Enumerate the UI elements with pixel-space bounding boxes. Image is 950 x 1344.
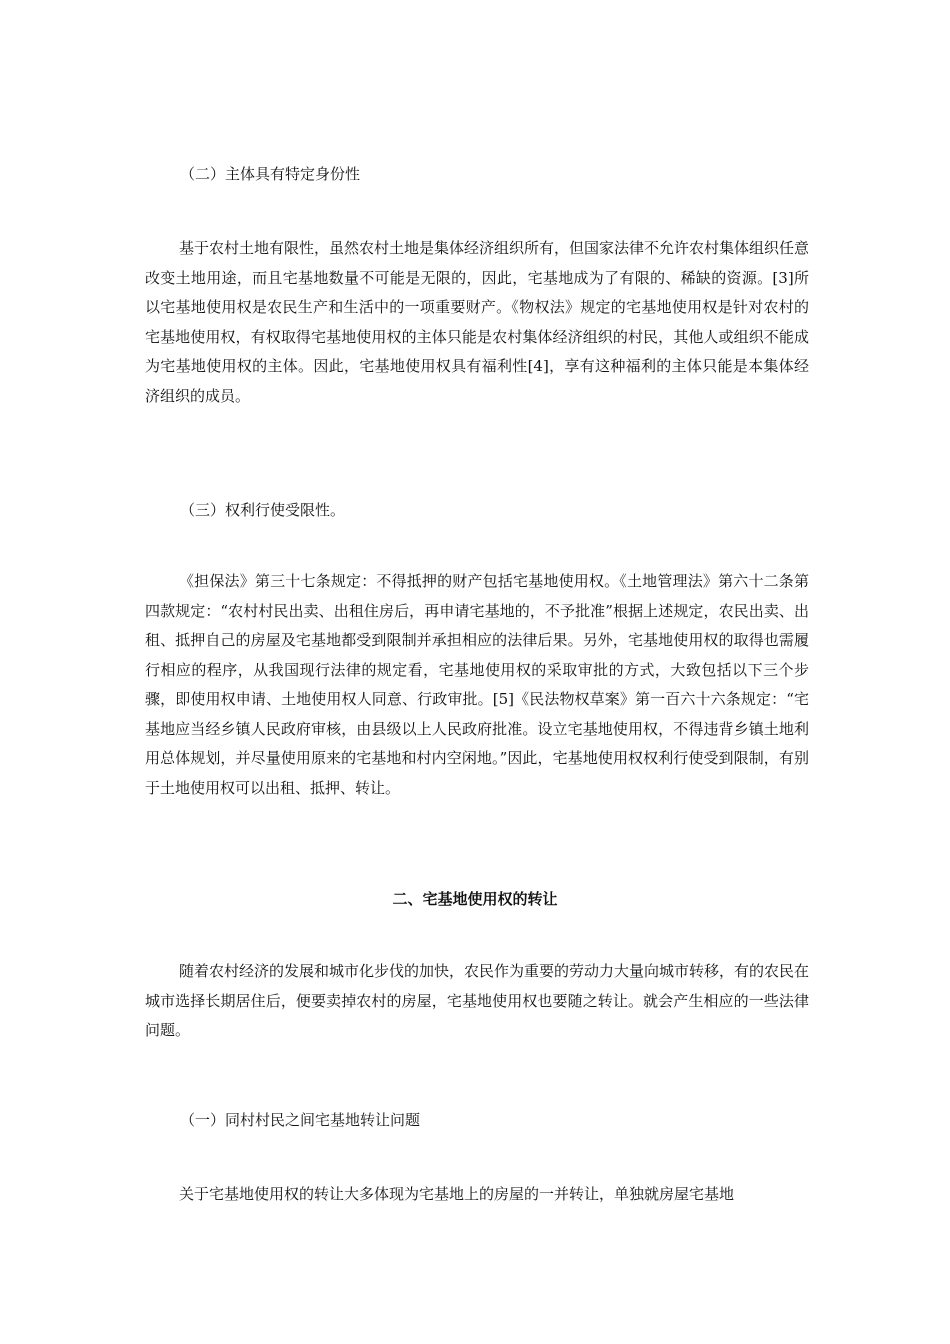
paragraph-restriction: 《担保法》第三十七条规定：不得抵押的财产包括宅基地使用权。《土地管理法》第六十二条第四款规定：“农村村民出卖、出租住房后，再申请宅基地的，不予批准”根据上述规定，农民出卖、出租、抵押自己的房屋及宅基地都受到限制并承担相应的法律后果。另外，宅基地使用权的取得也需履行相应的程序，从我国现行法律的规定看，宅基地使用权的采取审批的方式，大致包括以下三个步骤，即使用权申请、土地使用权人同意、行政审批。[5]《民法物权草案》第一百六十六条规定：“宅基地应当经乡镇人民政府审核，由县级以上人民政府批准。设立宅基地使用权，不得违背乡镇土地利用总体规划，并尽量使用原来的宅基地和村内空闲地。”因此，宅基地使用权权利行使受到限制，有别于土地使用权可以出租、抵押、转让。 xyxy=(145,572,809,797)
subheading-restriction: （三）权利行使受限性。 xyxy=(180,501,346,519)
subheading-identity: （二）主体具有特定身份性 xyxy=(180,165,361,183)
section-title-transfer: 二、宅基地使用权的转让 xyxy=(392,890,558,908)
paragraph-same-village: 关于宅基地使用权的转让大多体现为宅基地上的房屋的一并转让，单独就房屋宅基地 xyxy=(179,1185,735,1203)
paragraph-identity: 基于农村土地有限性，虽然农村土地是集体经济组织所有，但国家法律不允许农村集体组织任意改变土地用途，而且宅基地数量不可能是无限的，因此，宅基地成为了有限的、稀缺的资源。[3]所以宅基地使用权是农民生产和生活中的一项重要财产。《物权法》规定的宅基地使用权是针对农村的宅基地使用权，有权取得宅基地使用权的主体只能是农村集体经济组织的村民，其他人或组织不能成为宅基地使用权的主体。因此，宅基地使用权具有福利性[4]，享有这种福利的主体只能是本集体经济组织的成员。 xyxy=(145,239,810,405)
paragraph-transfer-intro: 随着农村经济的发展和城市化步伐的加快，农民作为重要的劳动力大量向城市转移，有的农民在城市选择长期居住后，便要卖掉农村的房屋，宅基地使用权也要随之转让。就会产生相应的一些法律问题。 xyxy=(145,962,810,1039)
subheading-same-village: （一）同村村民之间宅基地转让问题 xyxy=(180,1111,421,1129)
